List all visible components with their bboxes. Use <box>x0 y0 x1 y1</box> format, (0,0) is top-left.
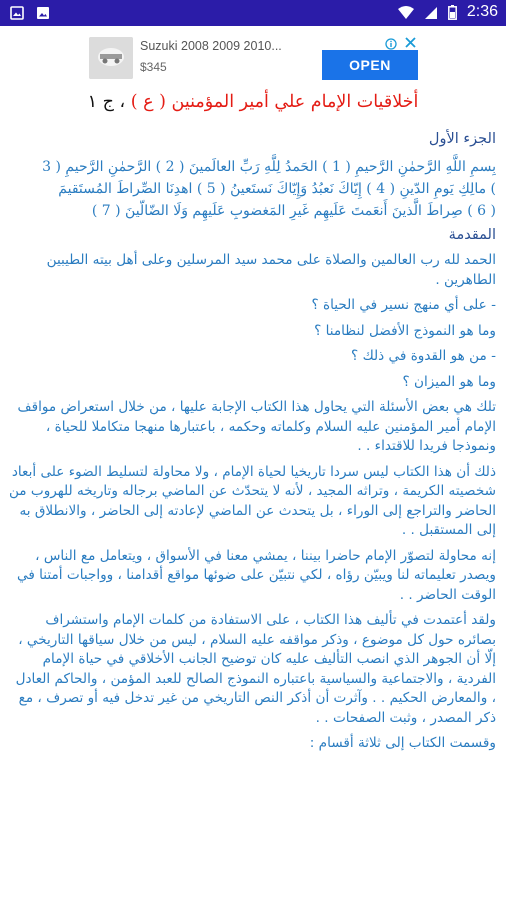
intro-heading: المقدمة <box>448 226 496 243</box>
basmala-block <box>8 156 496 222</box>
paragraph: وقسمت الكتاب إلى ثلاثة أقسام : <box>309 735 496 751</box>
paragraph: - على أي منهج نسير في الحياة ؟ <box>311 297 496 313</box>
ad-open-button[interactable]: OPEN <box>322 50 418 80</box>
image-icon <box>36 5 50 19</box>
ad-title[interactable]: Suzuki 2008 2009 2010... <box>140 39 282 53</box>
part-heading: الجزء الأول <box>428 131 496 147</box>
paragraph: وما هو الميزان ؟ <box>402 373 496 390</box>
page-title <box>10 92 496 122</box>
ad-banner[interactable] <box>87 33 419 83</box>
status-bar <box>0 0 506 26</box>
quran-line: بِسمِ اللَّهِ الرَّحمٰنِ الرَّحيمِ ( 1 ) الحَمدُ لِلَّهِ رَبِّ العالَمينَ ( 2 ) الرَّحمٰنِ الرَّحيمِ ( 3 <box>42 158 496 175</box>
volume-label: ، ج ١ <box>87 92 126 112</box>
paragraph: إنه محاولة لتصوّر الإمام حاضرا بيننا ، يمشي معنا في الأسواق ، ويتعامل مع الناس ، ويصدر تعليماته لنا ويبيّن رؤاه ، لكي نتبيّن على ضوئها مواقع أقدامنا ، وواجبات أمتنا في الوقت الحاضر . . <box>17 547 496 603</box>
quran-line: ) مالِكِ يَومِ الدّينِ ( 4 ) إِيّاكَ نَعبُدُ وَإِيّاكَ نَستَعينُ ( 5 ) اهدِنَا الصِّراطَ المُستَقيمَ <box>58 180 496 197</box>
page-title-text: أخلاقيات الإمام علي أمير المؤمنين ( ع ) <box>130 92 419 112</box>
wifi-icon <box>398 5 414 19</box>
ad-close-icon[interactable] <box>404 34 417 47</box>
ad-info-icon[interactable] <box>385 35 397 47</box>
paragraph: ذلك أن هذا الكتاب ليس سردا تاريخيا لحياة الإمام ، ولا محاولة لتسليط الضوء على أبعاد شخصيته الكريمة ، وتراثه المجيد ، لأنه لا يتحدّث عن الماضي برجاله وتاريخه للهروب من الحاضر والتراجع إلى الوراء ، بل يتحدث عن الماضي لإعادته إلى الحاضر ، والانطلاق به إلى المستقبل . . <box>8 463 496 538</box>
ad-price: $345 <box>140 60 167 74</box>
clock: 2:36 <box>466 3 498 20</box>
paragraph: ولقد أعتمدت في تأليف هذا الكتاب ، على الاستفادة من كلمات الإمام واستشراف بصائره حول كل موضوع ، وذكر مواقفه عليه السلام ، ليس من خلال سياقها التاريخي ، إلّا أن الجوهر الذي انصب التأليف عليه كان توضيح الجانب الأخلاقي في حياة الإمام الفردية ، والاجتماعية والسياسية باعتباره النموذج الصالح للعبد المؤمن ، والحاكم العادل ، والمعارض الحكيم . . وآثرت أن أذكر النص التاريخي من غير تدخل فيه أو تصرف ، مع ذكر المصدر ، وثبت الصفحات . . <box>15 612 496 726</box>
quran-line: ( 6 ) صِراطَ الَّذينَ أَنعَمتَ عَلَيهِم غَيرِ المَغضوبِ عَلَيهِم وَلَا الضّالّينَ ( 7 ) <box>91 202 496 219</box>
battery-icon <box>448 5 457 19</box>
signal-icon <box>424 5 438 19</box>
book-content[interactable] <box>8 126 496 900</box>
ad-thumbnail[interactable] <box>89 37 133 79</box>
paragraph: - من هو القدوة في ذلك ؟ <box>351 348 496 364</box>
gallery-icon <box>10 5 24 19</box>
paragraph: تلك هي بعض الأسئلة التي يحاول هذا الكتاب الإجابة عليها ، من خلال استعراض مواقف الإمام أمير المؤمنين عليه السلام وكلماته وحكمه ، باعتبارها منهجا متكاملا للحياة ، ونموذجا فريدا للاقتداء . . <box>17 399 496 454</box>
paragraph: وما هو النموذج الأفضل لنظامنا ؟ <box>314 322 496 339</box>
paragraph: الحمد لله رب العالمين والصلاة على محمد سيد المرسلين وعلى أهل بيته الطيبين الطاهرين . <box>46 252 496 288</box>
